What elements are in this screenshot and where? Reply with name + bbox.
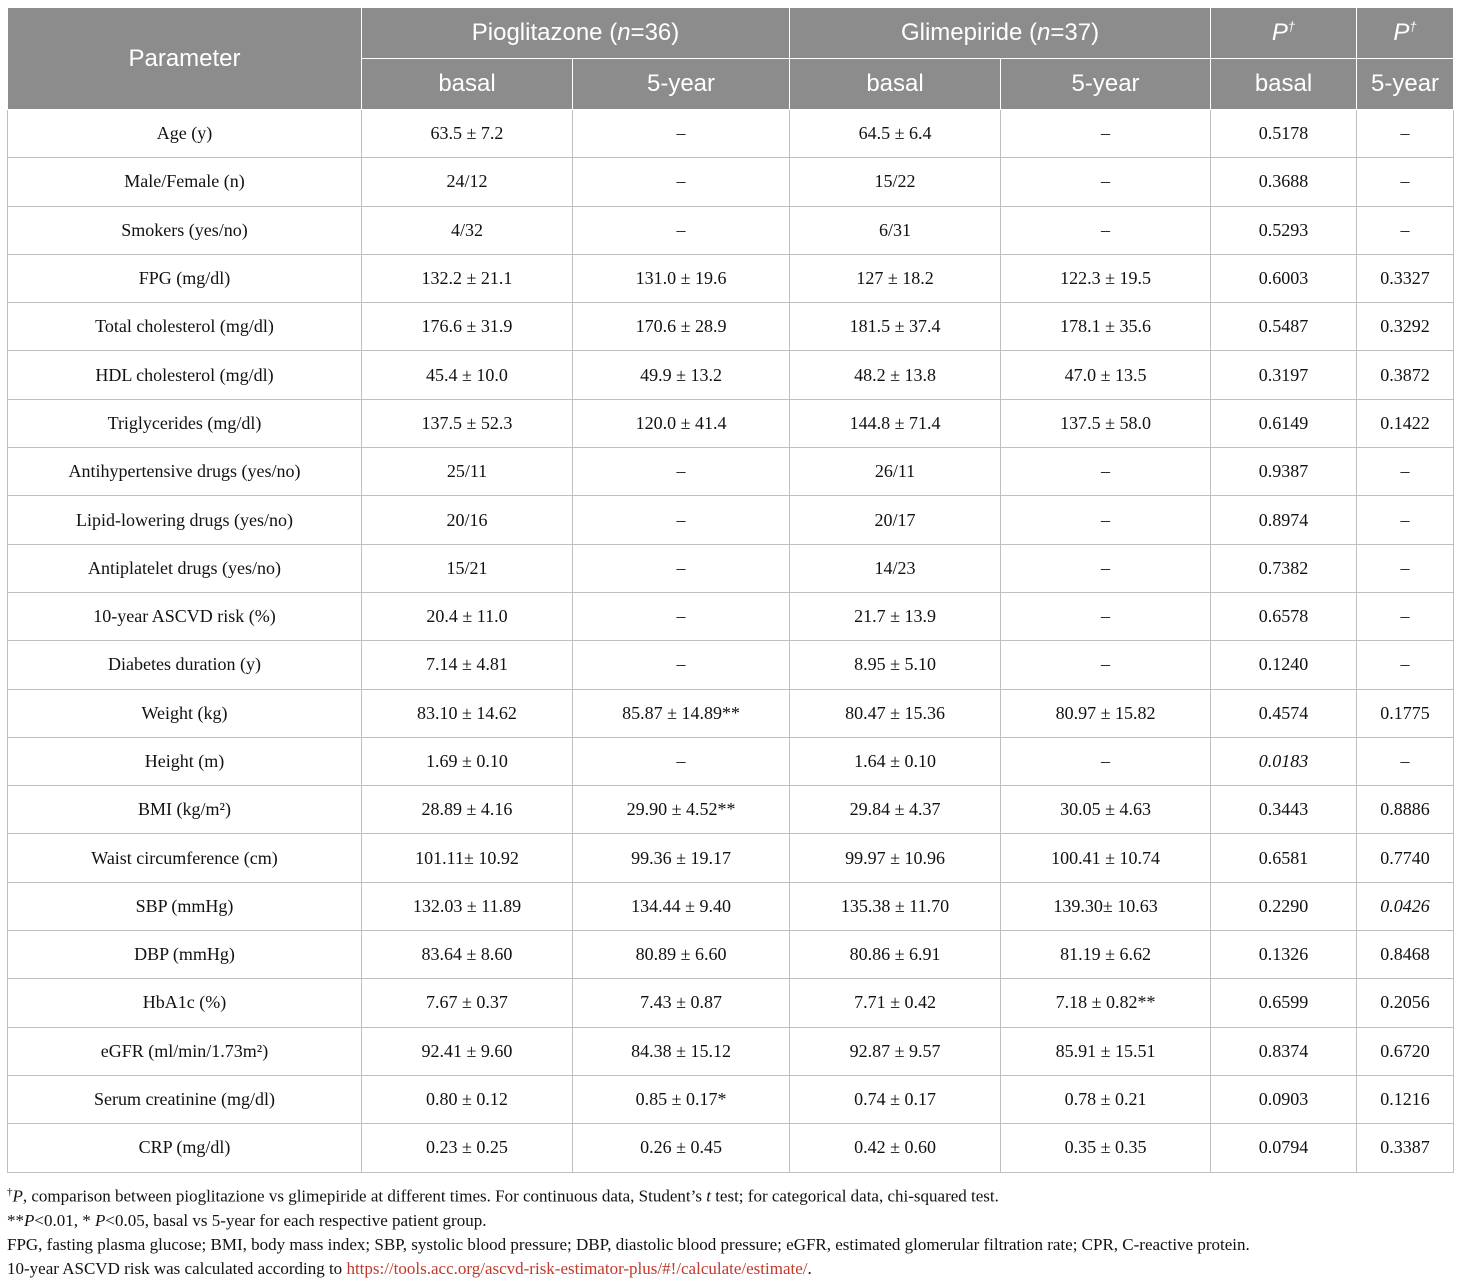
gli-basal-cell: 0.42 ± 0.60 [790,1124,1001,1172]
pio-5year-cell: 29.90 ± 4.52** [573,786,790,834]
table-row [8,206,1454,254]
p-5year-cell: 0.1216 [1357,1075,1454,1123]
table-row [8,737,1454,785]
pio-basal-cell: 4/32 [362,206,573,254]
table-row [8,931,1454,979]
param-cell: Diabetes duration (y) [8,641,362,689]
p-5year-cell: 0.1775 [1357,689,1454,737]
table-container [7,7,1453,1173]
pio-basal-cell: 101.11± 10.92 [362,834,573,882]
gli-5year-cell: – [1001,448,1211,496]
pio-basal-cell: 7.67 ± 0.37 [362,979,573,1027]
param-cell: eGFR (ml/min/1.73m²) [8,1027,362,1075]
footnote-p: P [94,1210,106,1230]
p-basal-cell: 0.8974 [1211,496,1357,544]
gli-5year-cell: – [1001,544,1211,592]
pio-5year-cell: – [573,158,790,206]
p-basal-cell: 0.6003 [1211,254,1357,302]
gli-basal-cell: 7.71 ± 0.42 [790,979,1001,1027]
p-basal-cell: 0.0903 [1211,1075,1357,1123]
table-row [8,110,1454,158]
footnote-text: test; for categorical data, chi-squared test. [710,1186,999,1206]
param-cell: BMI (kg/m²) [8,786,362,834]
pio-basal-cell: 92.41 ± 9.60 [362,1027,573,1075]
pio-basal-cell: 0.80 ± 0.12 [362,1075,573,1123]
gli-basal-cell: 99.97 ± 10.96 [790,834,1001,882]
subheader-gli-5year: 5-year [1001,59,1211,110]
p-5year-cell: – [1357,206,1454,254]
pio-5year-cell: 131.0 ± 19.6 [573,254,790,302]
param-cell: Serum creatinine (mg/dl) [8,1075,362,1123]
gli-basal-cell: 144.8 ± 71.4 [790,399,1001,447]
param-cell: FPG (mg/dl) [8,254,362,302]
footnote-text: , comparison between pioglitazione vs glimepiride at different times. For continuous data, Student’s [22,1186,707,1206]
footnote-t: t [706,1186,711,1206]
header-gli-n: n [1037,19,1051,46]
gli-basal-cell: 127 ± 18.2 [790,254,1001,302]
pio-5year-cell: – [573,641,790,689]
p-5year-cell: – [1357,592,1454,640]
table-header [8,8,1454,110]
param-cell: SBP (mmHg) [8,882,362,930]
pio-basal-cell: 20.4 ± 11.0 [362,592,573,640]
footnote-text: 10-year ASCVD risk was calculated according to [7,1258,347,1278]
pio-5year-cell: 120.0 ± 41.4 [573,399,790,447]
p-basal-cell: 0.5487 [1211,303,1357,351]
footnote-text: ** [7,1210,24,1230]
header-pioglitazone [362,8,790,59]
gli-basal-cell: 15/22 [790,158,1001,206]
pio-basal-cell: 63.5 ± 7.2 [362,110,573,158]
footnote-p: P [12,1186,23,1206]
table-row [8,882,1454,930]
table-row [8,158,1454,206]
table-row [8,1124,1454,1172]
p-basal-cell: 0.3443 [1211,786,1357,834]
p-5year-cell: 0.3292 [1357,303,1454,351]
gli-basal-cell: 29.84 ± 4.37 [790,786,1001,834]
table-row [8,351,1454,399]
header-parameter: Parameter [8,8,362,110]
gli-basal-cell: 14/23 [790,544,1001,592]
pio-basal-cell: 28.89 ± 4.16 [362,786,573,834]
param-cell: HbA1c (%) [8,979,362,1027]
pio-basal-cell: 83.10 ± 14.62 [362,689,573,737]
pio-basal-cell: 137.5 ± 52.3 [362,399,573,447]
param-cell: Male/Female (n) [8,158,362,206]
pio-basal-cell: 132.2 ± 21.1 [362,254,573,302]
footnote-text: . [807,1258,812,1278]
pio-5year-cell: – [573,110,790,158]
gli-basal-cell: 1.64 ± 0.10 [790,737,1001,785]
gli-5year-cell: – [1001,158,1211,206]
param-cell: Waist circumference (cm) [8,834,362,882]
p-basal-cell: 0.3688 [1211,158,1357,206]
pio-basal-cell: 20/16 [362,496,573,544]
gli-5year-cell: 0.35 ± 0.35 [1001,1124,1211,1172]
footnote-p: P [24,1210,35,1230]
pio-basal-cell: 1.69 ± 0.10 [362,737,573,785]
p-5year-cell: – [1357,737,1454,785]
gli-5year-cell: – [1001,496,1211,544]
table-row [8,303,1454,351]
pio-basal-cell: 0.23 ± 0.25 [362,1124,573,1172]
gli-5year-cell: – [1001,641,1211,689]
p-basal-cell: 0.7382 [1211,544,1357,592]
gli-basal-cell: 8.95 ± 5.10 [790,641,1001,689]
pio-basal-cell: 176.6 ± 31.9 [362,303,573,351]
gli-5year-cell: 47.0 ± 13.5 [1001,351,1211,399]
gli-basal-cell: 135.38 ± 11.70 [790,882,1001,930]
p-5year-cell: 0.0426 [1357,882,1454,930]
header-p-5year [1357,8,1454,59]
p-basal-cell: 0.5178 [1211,110,1357,158]
pio-5year-cell: 80.89 ± 6.60 [573,931,790,979]
pio-5year-cell: 85.87 ± 14.89** [573,689,790,737]
pio-5year-cell: 84.38 ± 15.12 [573,1027,790,1075]
table-row [8,254,1454,302]
p-basal-cell: 0.1326 [1211,931,1357,979]
p-basal-cell: 0.8374 [1211,1027,1357,1075]
p-basal-cell: 0.6599 [1211,979,1357,1027]
footnote-ascvd [7,1257,1453,1281]
param-cell: HDL cholesterol (mg/dl) [8,351,362,399]
pio-basal-cell: 24/12 [362,158,573,206]
header-gli-name: Glimepiride ( [900,19,1037,46]
param-cell: Lipid-lowering drugs (yes/no) [8,496,362,544]
pio-basal-cell: 132.03 ± 11.89 [362,882,573,930]
subheader-p-5year: 5-year [1357,59,1454,110]
footnote-significance [7,1209,1453,1233]
pio-basal-cell: 15/21 [362,544,573,592]
p-5year-cell: 0.1422 [1357,399,1454,447]
gli-basal-cell: 26/11 [790,448,1001,496]
table-row [8,786,1454,834]
param-cell: Weight (kg) [8,689,362,737]
gli-5year-cell: 0.78 ± 0.21 [1001,1075,1211,1123]
pio-5year-cell: – [573,496,790,544]
subheader-pio-5year: 5-year [573,59,790,110]
param-cell: Smokers (yes/no) [8,206,362,254]
gli-5year-cell: – [1001,206,1211,254]
gli-basal-cell: 48.2 ± 13.8 [790,351,1001,399]
gli-basal-cell: 20/17 [790,496,1001,544]
gli-5year-cell: 139.30± 10.63 [1001,882,1211,930]
p-5year-cell: 0.6720 [1357,1027,1454,1075]
p-basal-cell: 0.3197 [1211,351,1357,399]
table-row [8,496,1454,544]
pio-5year-cell: – [573,448,790,496]
pio-5year-cell: – [573,206,790,254]
pio-5year-cell: 170.6 ± 28.9 [573,303,790,351]
table-row [8,544,1454,592]
header-glimepiride [790,8,1211,59]
p-basal-cell: 0.0794 [1211,1124,1357,1172]
param-cell: CRP (mg/dl) [8,1124,362,1172]
gli-basal-cell: 64.5 ± 6.4 [790,110,1001,158]
p-basal-cell: 0.6578 [1211,592,1357,640]
param-cell: 10-year ASCVD risk (%) [8,592,362,640]
pio-5year-cell: 0.26 ± 0.45 [573,1124,790,1172]
subheader-pio-basal: basal [362,59,573,110]
gli-5year-cell: 80.97 ± 15.82 [1001,689,1211,737]
p-5year-cell: – [1357,110,1454,158]
p-basal-cell: 0.6149 [1211,399,1357,447]
p-5year-cell: 0.8468 [1357,931,1454,979]
footnote-dagger-mark: † [7,1186,13,1198]
p-5year-cell: – [1357,641,1454,689]
table-row [8,689,1454,737]
gli-5year-cell: 30.05 ± 4.63 [1001,786,1211,834]
header-gli-count: =37) [1050,19,1100,46]
p-5year-cell: 0.2056 [1357,979,1454,1027]
gli-basal-cell: 6/31 [790,206,1001,254]
pio-basal-cell: 25/11 [362,448,573,496]
p-5year-cell: – [1357,448,1454,496]
p-basal-cell: 0.5293 [1211,206,1357,254]
table-row [8,448,1454,496]
footnote-dagger [7,1180,1453,1209]
table-row [8,399,1454,447]
param-cell: Total cholesterol (mg/dl) [8,303,362,351]
gli-5year-cell: 122.3 ± 19.5 [1001,254,1211,302]
footnote-text: <0.05, basal vs 5-year for each respective patient group. [105,1210,487,1230]
header-p-basal [1211,8,1357,59]
ascvd-estimator-link[interactable]: https://tools.acc.org/ascvd-risk-estimator-plus/#!/calculate/estimate/ [346,1258,808,1278]
gli-5year-cell: 81.19 ± 6.62 [1001,931,1211,979]
pio-5year-cell: 0.85 ± 0.17* [573,1075,790,1123]
gli-5year-cell: – [1001,737,1211,785]
p-5year-cell: 0.8886 [1357,786,1454,834]
pio-basal-cell: 45.4 ± 10.0 [362,351,573,399]
pio-5year-cell: 49.9 ± 13.2 [573,351,790,399]
gli-5year-cell: 178.1 ± 35.6 [1001,303,1211,351]
subheader-gli-basal: basal [790,59,1001,110]
gli-basal-cell: 80.47 ± 15.36 [790,689,1001,737]
pio-5year-cell: 134.44 ± 9.40 [573,882,790,930]
p-5year-cell: – [1357,496,1454,544]
header-p-label: P [1271,19,1288,46]
gli-5year-cell: 7.18 ± 0.82** [1001,979,1211,1027]
table-body [8,110,1454,1173]
gli-5year-cell: 100.41 ± 10.74 [1001,834,1211,882]
pio-basal-cell: 83.64 ± 8.60 [362,931,573,979]
gli-basal-cell: 21.7 ± 13.9 [790,592,1001,640]
pio-5year-cell: 99.36 ± 19.17 [573,834,790,882]
p-basal-cell: 0.6581 [1211,834,1357,882]
p-5year-cell: – [1357,158,1454,206]
gli-5year-cell: – [1001,592,1211,640]
table-row [8,592,1454,640]
header-pio-name: Pioglitazone ( [471,19,618,46]
pio-5year-cell: – [573,592,790,640]
gli-basal-cell: 80.86 ± 6.91 [790,931,1001,979]
table-row [8,834,1454,882]
gli-5year-cell: 137.5 ± 58.0 [1001,399,1211,447]
param-cell: Antihypertensive drugs (yes/no) [8,448,362,496]
gli-5year-cell: – [1001,110,1211,158]
p-basal-cell: 0.0183 [1211,737,1357,785]
p-5year-cell: 0.3327 [1357,254,1454,302]
param-cell: Antiplatelet drugs (yes/no) [8,544,362,592]
header-p-dagger: † [1287,19,1296,34]
p-5year-cell: 0.3872 [1357,351,1454,399]
p-5year-cell: 0.3387 [1357,1124,1454,1172]
p-basal-cell: 0.4574 [1211,689,1357,737]
gli-basal-cell: 181.5 ± 37.4 [790,303,1001,351]
footnote-text: <0.01, * [34,1210,95,1230]
pio-5year-cell: – [573,737,790,785]
param-cell: Age (y) [8,110,362,158]
header-pio-n: n [617,19,631,46]
header-pio-count: =36) [630,19,680,46]
pio-5year-cell: 7.43 ± 0.87 [573,979,790,1027]
table-footnotes [7,1180,1453,1281]
param-cell: Triglycerides (mg/dl) [8,399,362,447]
p-5year-cell: – [1357,544,1454,592]
pio-5year-cell: – [573,544,790,592]
gli-5year-cell: 85.91 ± 15.51 [1001,1027,1211,1075]
table-row [8,641,1454,689]
header-p-label: P [1393,19,1410,46]
footnote-abbreviations: FPG, fasting plasma glucose; BMI, body mass index; SBP, systolic blood pressure; DBP, diastolic blood pressure; eGFR, estimated glomerular filtration rate; CPR, C-reactive protein. [7,1234,1250,1254]
table-row [8,1027,1454,1075]
gli-basal-cell: 0.74 ± 0.17 [790,1075,1001,1123]
data-table [7,7,1454,1173]
pio-basal-cell: 7.14 ± 4.81 [362,641,573,689]
table-row [8,1075,1454,1123]
p-5year-cell: 0.7740 [1357,834,1454,882]
table-row [8,979,1454,1027]
p-basal-cell: 0.1240 [1211,641,1357,689]
p-basal-cell: 0.2290 [1211,882,1357,930]
param-cell: Height (m) [8,737,362,785]
header-p-dagger: † [1409,19,1417,34]
param-cell: DBP (mmHg) [8,931,362,979]
subheader-p-basal: basal [1211,59,1357,110]
gli-basal-cell: 92.87 ± 9.57 [790,1027,1001,1075]
p-basal-cell: 0.9387 [1211,448,1357,496]
